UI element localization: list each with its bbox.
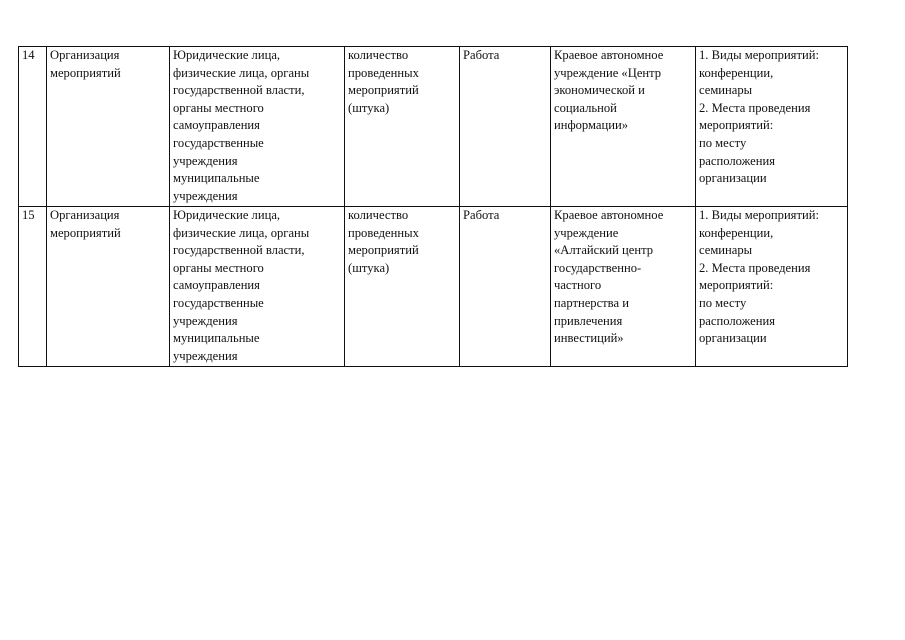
details-line: конференции, bbox=[699, 65, 774, 80]
recipients-line: учреждения bbox=[173, 348, 238, 363]
details-line: организации bbox=[699, 171, 767, 186]
recipients-line: учреждения bbox=[173, 153, 238, 168]
table-row bbox=[19, 47, 848, 207]
institution-line: партнерства и bbox=[554, 295, 629, 310]
recipients-cell bbox=[170, 47, 345, 207]
institution-cell bbox=[551, 207, 696, 367]
recipients-line: физические лица, органы bbox=[173, 225, 310, 240]
institution-line: экономической и bbox=[554, 83, 645, 98]
table-body bbox=[19, 47, 848, 367]
indicator-line: проведенных bbox=[348, 225, 419, 240]
institution-line: государственно- bbox=[554, 260, 642, 275]
recipients-line: самоуправления bbox=[173, 118, 260, 133]
recipients-line: государственные bbox=[173, 135, 264, 150]
service-name-cell bbox=[47, 47, 170, 207]
row-number-cell bbox=[19, 47, 47, 207]
row-number: 14 bbox=[22, 48, 35, 62]
indicator-line: проведенных bbox=[348, 65, 419, 80]
institution-line: социальной bbox=[554, 100, 617, 115]
indicator-line: (штука) bbox=[348, 260, 390, 275]
details-cell bbox=[696, 47, 848, 207]
recipients-line: государственные bbox=[173, 295, 264, 310]
indicator-line: мероприятий bbox=[348, 243, 419, 258]
type-cell bbox=[460, 47, 551, 207]
indicator-line: количество bbox=[348, 48, 409, 62]
service-name-line: Организация bbox=[50, 208, 120, 222]
recipients-line: муниципальные bbox=[173, 171, 260, 186]
indicator-line: количество bbox=[348, 208, 409, 222]
recipients-line: государственной власти, bbox=[173, 83, 305, 98]
details-cell bbox=[696, 207, 848, 367]
details-line: по месту bbox=[699, 135, 747, 150]
details-line: семинары bbox=[699, 243, 753, 258]
details-line: 2. Места проведения bbox=[699, 100, 811, 115]
recipients-cell bbox=[170, 207, 345, 367]
details-line: 1. Виды мероприятий: bbox=[699, 48, 819, 62]
recipients-line: муниципальные bbox=[173, 331, 260, 346]
recipients-line: органы местного bbox=[173, 100, 264, 115]
recipients-line: Юридические лица, bbox=[173, 48, 281, 62]
details-line: мероприятий: bbox=[699, 278, 774, 293]
institution-line: «Алтайский центр bbox=[554, 243, 654, 258]
institution-line: учреждение bbox=[554, 225, 619, 240]
recipients-line: органы местного bbox=[173, 260, 264, 275]
recipients-line: учреждения bbox=[173, 188, 238, 203]
details-line: семинары bbox=[699, 83, 753, 98]
institution-line: инвестиций» bbox=[554, 331, 624, 346]
institution-line: Краевое автономное bbox=[554, 48, 664, 62]
recipients-line: государственной власти, bbox=[173, 243, 305, 258]
indicator-cell bbox=[345, 207, 460, 367]
institution-line: учреждение «Центр bbox=[554, 65, 662, 80]
recipients-line: физические лица, органы bbox=[173, 65, 310, 80]
recipients-line: Юридические лица, bbox=[173, 208, 281, 222]
services-table bbox=[18, 46, 848, 367]
institution-line: информации» bbox=[554, 118, 629, 133]
indicator-line: (штука) bbox=[348, 100, 390, 115]
service-name-line: мероприятий bbox=[50, 225, 121, 240]
table-row bbox=[19, 207, 848, 367]
service-name-line: Организация bbox=[50, 48, 120, 62]
details-line: по месту bbox=[699, 295, 747, 310]
type-line: Работа bbox=[463, 208, 500, 222]
recipients-line: учреждения bbox=[173, 313, 238, 328]
institution-line: Краевое автономное bbox=[554, 208, 664, 222]
service-name-line: мероприятий bbox=[50, 65, 121, 80]
details-line: расположения bbox=[699, 313, 776, 328]
indicator-cell bbox=[345, 47, 460, 207]
institution-cell bbox=[551, 47, 696, 207]
service-name-cell bbox=[47, 207, 170, 367]
details-line: 1. Виды мероприятий: bbox=[699, 208, 819, 222]
type-cell bbox=[460, 207, 551, 367]
details-line: расположения bbox=[699, 153, 776, 168]
institution-line: частного bbox=[554, 278, 602, 293]
type-line: Работа bbox=[463, 48, 500, 62]
details-line: организации bbox=[699, 331, 767, 346]
recipients-line: самоуправления bbox=[173, 278, 260, 293]
indicator-line: мероприятий bbox=[348, 83, 419, 98]
details-line: конференции, bbox=[699, 225, 774, 240]
details-line: 2. Места проведения bbox=[699, 260, 811, 275]
institution-line: привлечения bbox=[554, 313, 623, 328]
row-number-cell bbox=[19, 207, 47, 367]
row-number: 15 bbox=[22, 208, 35, 222]
details-line: мероприятий: bbox=[699, 118, 774, 133]
